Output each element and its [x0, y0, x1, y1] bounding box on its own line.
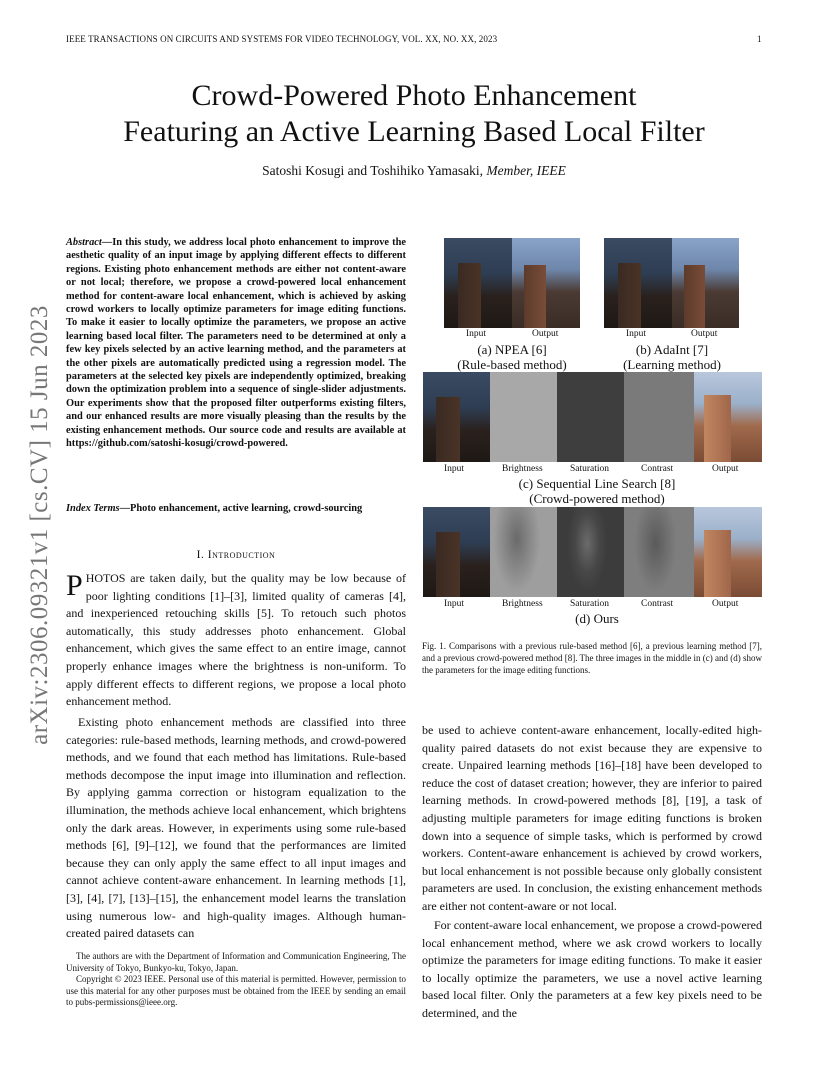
figure-c-label-saturation: Saturation	[570, 464, 610, 474]
figure-a-output-label: Output	[532, 329, 559, 339]
figure-b-caption-2: (Learning method)	[623, 357, 721, 372]
intro-paragraph-1	[66, 570, 406, 711]
figure-c-contrast-map	[624, 372, 694, 462]
title-line-1: Crowd-Powered Photo Enhancement	[191, 79, 637, 112]
figure-a-caption-1: (a) NPEA [6]	[477, 342, 547, 357]
figure-c-label-brightness: Brightness	[502, 464, 543, 474]
intro-paragraph-4: For content-aware local enhancement, we propose a crowd-powered local enhancement method, where we ask crowd workers to locally optimize the parameters for image editing functions. To make it easier to locally optimize the parameters, we use a novel active learning based local filter. Only the parameters at a few key pixels need to be determined, and the	[422, 918, 762, 1020]
figure-c-label-output: Output	[712, 464, 739, 474]
figure-d-saturation-map	[557, 507, 624, 597]
title-line-2: Featuring an Active Learning Based Local Filter	[123, 115, 705, 148]
paper-title	[40, 78, 788, 150]
figure-d-input-image	[423, 507, 490, 597]
figure-b-output-image	[672, 238, 739, 328]
arxiv-stamp-text: arXiv:2306.09321v1 [cs.CV] 15 Jun 2023	[26, 305, 53, 745]
abstract-text: —In this study, we address local photo enhancement to improve the aesthetic quality of an input image by applying different effects to different regions. Existing photo enhancement methods are either not content-aware or not local; therefore, we propose a crowd-powered local enhancement method for content-aware local enhancement, which is achieved by asking crowd workers to locally optimize parameters for image editing functions. To make it easier to locally optimize the parameters, we propose an active learning based local filter. The parameters need to be determined at only a few key pixels selected by an active learning method, and the parameters at the other pixels are automatically predicted using a regression model. The parameters at the selected key pixels are independently optimized, breaking down the optimization problem into a sequence of single-slider adjustments. Our experiments show that the proposed filter outperforms existing filters, and our enhanced results are more visually pleasing than the results by the existing enhancement methods. Our source code and results are available at https://github.com/satoshi-kosugi/crowd-powered.	[66, 237, 406, 450]
figure-d-label-output: Output	[712, 599, 739, 609]
index-terms-label: Index Terms	[66, 503, 120, 514]
figure-c-output-image	[694, 372, 762, 462]
authors	[0, 163, 828, 179]
figure-d-brightness-map	[490, 507, 557, 597]
figure-d-label-input: Input	[444, 599, 465, 609]
figure-d-output-image	[694, 507, 762, 597]
abstract	[66, 236, 406, 451]
figure-d-label-brightness: Brightness	[502, 599, 543, 609]
running-header: IEEE TRANSACTIONS ON CIRCUITS AND SYSTEMS FOR VIDEO TECHNOLOGY, VOL. XX, NO. XX, 2023	[66, 34, 498, 44]
intro-p1-text: HOTOS are taken daily, but the quality may be low because of poor lighting conditions [1]–[3], limited quality of cameras [4], and inexperienced retouching skills [5]. To retouch such photos automatically, this study addresses photo enhancement. Global enhancement, which gives the same effect to an entire image, cannot properly enhance images where the brightness is non-uniform. To apply different effects to different regions, we propose a local photo enhancement method.	[66, 571, 406, 709]
figure-c-label-contrast: Contrast	[641, 464, 674, 474]
figure-c-input-image	[423, 372, 490, 462]
figure-c-caption	[472, 476, 722, 506]
intro-paragraph-3: be used to achieve content-aware enhancement, locally-edited high-quality paired datasets do not exist because they are expensive to create. Unpaired learning methods [16]–[18] have been developed to reduce the cost of dataset creation; however, they are inferior to paired learning methods. In crowd-powered methods [8], [19], a task of adjusting multiple parameters for image editing functions is broken down into a sequence of simple tasks, which is performed by crowd workers. Content-aware enhancement is achieved by crowd workers, but local enhancement is not possible because only globally consistent parameters are used. In conclusion, the existing enhancement methods are either not content-aware or not local.	[422, 723, 762, 913]
section-numeral: I.	[196, 549, 208, 561]
figure-a-caption	[432, 342, 592, 372]
figure-b-input-label: Input	[626, 329, 647, 339]
index-terms	[66, 502, 406, 515]
figure-d-caption-1: (d) Ours	[575, 611, 619, 626]
figure-c-caption-2: (Crowd-powered method)	[529, 491, 665, 506]
figure-b-input-image	[604, 238, 672, 328]
figure-d-label-saturation: Saturation	[570, 599, 610, 609]
figure-a-input-image	[444, 238, 512, 328]
figure-b-caption-1: (b) AdaInt [7]	[635, 342, 709, 357]
figure-c-saturation-map	[557, 372, 624, 462]
figure-a-caption-2: (Rule-based method)	[457, 357, 567, 372]
figure-b-caption	[592, 342, 752, 372]
footnote-affiliation: The authors are with the Department of Information and Communication Engineering, The University of Tokyo, Bunkyo-ku, Tokyo, Japan.	[66, 951, 406, 973]
section-heading	[66, 549, 406, 561]
figure-d-label-contrast: Contrast	[641, 599, 674, 609]
dropcap: P	[66, 569, 83, 602]
figure-c-brightness-map	[490, 372, 557, 462]
figure-a-input-label: Input	[466, 329, 487, 339]
arxiv-stamp	[20, 290, 60, 760]
author-names: Satoshi Kosugi and Toshihiko Yamasaki,	[262, 163, 487, 178]
intro-paragraph-2: Existing photo enhancement methods are classified into three categories: rule-based methods, learning methods, and crowd-powered methods, and we found that each method has limitations. Rule-based methods decompose the input image into illumination and reflection. By applying gamma correction or histogram equalization to the illumination, the methods achieve local enhancement, which brightens only the dark areas. However, in experiments using some rule-based methods [6], [9]–[12], we found that the performances are limited because they can only apply the same effect to all input images and cannot achieve content-aware enhancement. In learning methods [1], [3], [4], [7], [13]–[15], the enhancement model learns the translation using numerous low- and high-quality images. Although human-created paired datasets can	[66, 715, 406, 941]
author-membership: Member, IEEE	[486, 163, 566, 178]
footnote	[66, 951, 406, 1009]
figure-1-caption: Fig. 1. Comparisons with a previous rule-based method [6], a previous learning method [7], and a previous crowd-powered method [8]. The three images in the middle in (c) and (d) show the parameters for the image editing functions.	[422, 641, 762, 675]
footnote-copyright: Copyright © 2023 IEEE. Personal use of this material is permitted. However, permission to use this material for any other purposes must be obtained from the IEEE by sending an email to pubs-permissions@ieee.org.	[66, 974, 406, 1007]
figure-d-contrast-map	[624, 507, 694, 597]
abstract-label: Abstract	[66, 237, 102, 248]
figure-d-caption	[522, 611, 672, 626]
page-number: 1	[757, 34, 762, 44]
figure-c-caption-1: (c) Sequential Line Search [8]	[518, 476, 676, 491]
figure-a-output-image	[512, 238, 580, 328]
section-title: Introduction	[207, 549, 276, 561]
index-terms-text: —Photo enhancement, active learning, crowd-sourcing	[119, 503, 363, 514]
figure-b-output-label: Output	[691, 329, 718, 339]
figure-c-label-input: Input	[444, 464, 465, 474]
